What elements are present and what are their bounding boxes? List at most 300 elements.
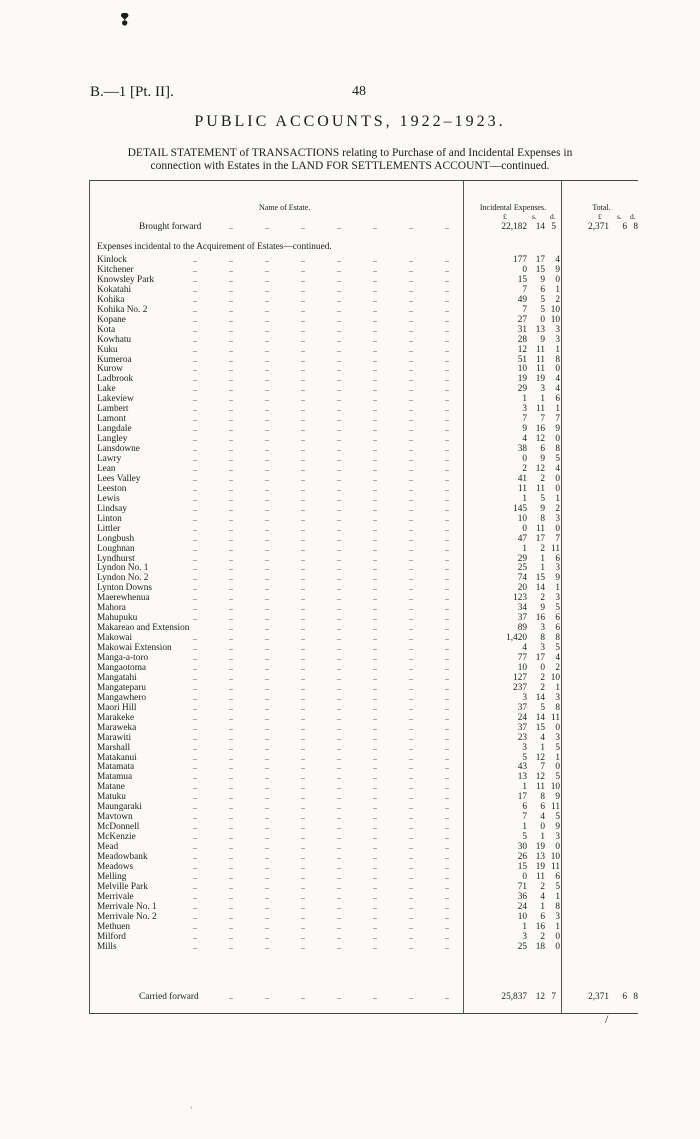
incidental-pounds: 25 [517, 563, 527, 574]
estate-name: Kohika No. 2 [97, 304, 148, 315]
incidental-shillings: 6 [540, 284, 545, 295]
estate-name: Linton [97, 513, 122, 524]
table-row: Matamua .. .. .. .. .. .. .. .. 13 12 5 [97, 772, 560, 783]
incidental-shillings: 13 [535, 324, 545, 335]
estate-name: McDonnell [97, 822, 140, 833]
incidental-shillings: 3 [540, 384, 545, 395]
table-row: Meadowbank .. .. .. .. .. .. .. .. 26 13 10 [97, 852, 560, 862]
table-row: Mavtown .. .. .. .. .. .. .. .. 7 4 5 [97, 812, 560, 823]
incidental-pence: 2 [555, 662, 560, 673]
page-number: 48 [352, 84, 366, 99]
incidental-pence: 7 [555, 533, 560, 544]
total-pence: 8 [633, 222, 638, 232]
estate-name: Kumeroa [97, 354, 132, 365]
incidental-pence: 11 [551, 543, 560, 554]
estate-name: Maerewhenua [97, 593, 150, 604]
incidental-pounds: 10 [517, 662, 527, 673]
incidental-pounds: 145 [513, 503, 527, 514]
incidental-pence: 1 [555, 583, 560, 594]
table-row: Maori Hill .. .. .. .. .. .. .. .. 37 5 8 [97, 702, 560, 713]
incidental-pounds: 37 [517, 722, 527, 733]
incidental-shillings: 11 [536, 523, 545, 534]
incidental-pounds: 1 [522, 921, 527, 932]
incidental-shillings: 8 [540, 633, 545, 644]
incidental-pence: 6 [555, 871, 560, 882]
incidental-pounds: 34 [517, 603, 527, 614]
incidental-pence: 11 [551, 712, 560, 723]
incidental-shillings: 7 [540, 414, 545, 425]
incidental-shillings: 5 [540, 294, 545, 305]
estate-name: Mangatahi [97, 672, 137, 683]
incidental-pounds: 7 [522, 812, 527, 823]
estate-name: Lean [97, 463, 116, 474]
estate-name: Kopane [97, 314, 126, 325]
table-row: Kopane .. .. .. .. .. .. .. .. 27 0 10 [97, 314, 560, 325]
estate-name: Merrivale No. 1 [97, 901, 157, 912]
estate-name: Makowai [97, 633, 133, 644]
incidental-pence: 7 [555, 414, 560, 425]
estate-name: Methuen [97, 921, 131, 932]
table-row: Merrivale .. .. .. .. .. .. .. .. 36 4 1 [97, 891, 560, 902]
incidental-shillings: 11 [536, 344, 545, 355]
incidental-shillings: 14 [535, 222, 545, 232]
table-row: Lewis .. .. .. .. .. .. .. .. 1 5 1 [97, 493, 560, 504]
total-pence: 8 [633, 992, 638, 1002]
table-row: Mangawhero .. .. .. .. .. .. .. .. 3 14 3 [97, 692, 560, 703]
incidental-pence: 8 [555, 702, 560, 713]
incidental-pounds: 177 [513, 255, 527, 265]
subtitle-line-1: DETAIL STATEMENT of TRANSACTIONS relating to Purchase of and Incidental Expenses in [127, 147, 573, 159]
estate-name: Marawiti [97, 732, 132, 743]
estate-name: Lakeview [97, 394, 134, 405]
incidental-shillings: 11 [536, 871, 545, 882]
incidental-shillings: 2 [540, 593, 545, 604]
table-row: Melville Park .. .. .. .. .. .. .. .. 71 2 5 [97, 881, 560, 892]
incidental-pounds: 26 [517, 852, 527, 862]
incidental-pence: 8 [555, 444, 560, 455]
incidental-pounds: 27 [517, 314, 527, 325]
incidental-pounds: 71 [517, 881, 527, 892]
estate-name: Kuku [97, 344, 118, 355]
incidental-shillings: 12 [535, 463, 545, 474]
table-row: Matakanui .. .. .. .. .. .. .. .. 5 12 1 [97, 752, 560, 763]
incidental-pence: 10 [550, 304, 560, 315]
estate-name: Mahupuku [97, 613, 138, 624]
incidental-pence: 1 [555, 493, 560, 504]
table-row: Leeston .. .. .. .. .. .. .. .. 11 11 0 [97, 483, 560, 494]
incidental-pence: 10 [550, 672, 560, 683]
estate-name: Kohika [97, 294, 125, 305]
estate-name: Mead [97, 842, 119, 853]
incidental-shillings: 11 [536, 354, 545, 365]
incidental-shillings: 5 [540, 493, 545, 504]
incidental-pence: 5 [555, 643, 560, 654]
table-row: Kuku .. .. .. .. .. .. .. .. 12 11 1 [97, 344, 560, 355]
table-row: Lyndhurst .. .. .. .. .. .. .. .. 29 1 6 [97, 553, 560, 564]
estate-name: Melville Park [97, 881, 148, 892]
estate-name: Lamont [97, 414, 126, 425]
incidental-shillings: 11 [536, 782, 545, 793]
incidental-pounds: 3 [522, 742, 527, 753]
incidental-pence: 0 [555, 722, 560, 733]
incidental-pence: 9 [555, 264, 560, 275]
incidental-pence: 3 [555, 513, 560, 524]
incidental-pounds: 1 [522, 394, 527, 405]
incidental-pence: 1 [555, 891, 560, 902]
subtitle-line-2: connection with Estates in the LAND FOR SETTLEMENTS ACCOUNT—continued. [150, 160, 550, 172]
estate-name: Loughnan [97, 543, 135, 554]
incidental-shillings: 2 [540, 473, 545, 484]
estate-name: Ladbrook [97, 374, 134, 385]
incidental-pence: 10 [550, 782, 560, 793]
total-shillings: 6 [622, 222, 627, 232]
incidental-pence: 4 [555, 255, 560, 265]
incidental-pounds: 0 [522, 264, 527, 275]
column-header-total: Total. [592, 203, 611, 212]
table-row: McKenzie .. .. .. .. .. .. .. .. 5 1 3 [97, 832, 560, 843]
incidental-shillings: 1 [540, 742, 545, 753]
incidental-pounds: 38 [517, 444, 527, 455]
table-row: Merrivale No. 2 .. .. .. .. .. .. .. .. 10 6 3 [97, 911, 560, 922]
incidental-pence: 5 [555, 812, 560, 823]
incidental-pounds: 0 [522, 871, 527, 882]
table-row: Langley .. .. .. .. .. .. .. .. 4 12 0 [97, 434, 560, 445]
incidental-pence: 4 [555, 463, 560, 474]
table-row: Lindsay .. .. .. .. .. .. .. .. 145 9 2 [97, 503, 560, 514]
incidental-shillings: 11 [536, 404, 545, 415]
incidental-pence: 3 [555, 324, 560, 335]
table-row: Marakeke .. .. .. .. .. .. .. .. 24 14 11 [97, 712, 560, 723]
incidental-shillings: 9 [540, 454, 545, 464]
incidental-pounds: 37 [517, 702, 527, 713]
incidental-pence: 4 [555, 374, 560, 385]
incidental-shillings: 2 [540, 682, 545, 693]
incidental-pence: 1 [555, 752, 560, 763]
incidental-shillings: 14 [535, 583, 545, 594]
incidental-pounds: 20 [517, 583, 527, 594]
incidental-shillings: 4 [540, 732, 545, 743]
table-row: Mahupuku .. .. .. .. .. .. .. .. 37 16 6 [97, 613, 560, 624]
incidental-pounds: 1 [522, 782, 527, 793]
incidental-shillings: 16 [535, 921, 545, 932]
incidental-shillings: 2 [540, 543, 545, 554]
incidental-pence: 0 [555, 523, 560, 534]
table-row: Matuku .. .. .. .. .. .. .. .. 17 8 9 [97, 792, 560, 803]
estate-name: Manga-a-toro [97, 653, 149, 663]
incidental-shillings: 13 [535, 852, 545, 862]
incidental-shillings: 18 [535, 941, 545, 952]
table-row: Meadows .. .. .. .. .. .. .. .. 15 19 11 [97, 861, 560, 872]
incidental-shillings: 5 [540, 304, 545, 315]
incidental-pounds: 24 [517, 901, 527, 912]
incidental-pence: 5 [555, 881, 560, 892]
table-row: Maerewhenua .. .. .. .. .. .. .. .. 123 2 3 [97, 593, 560, 604]
estate-name: Mangateparu [97, 682, 147, 693]
estate-name: Kokatahi [97, 284, 132, 295]
incidental-pence: 8 [555, 354, 560, 365]
incidental-shillings: 16 [535, 424, 545, 435]
incidental-pounds: 3 [522, 931, 527, 942]
table-row: Kurow .. .. .. .. .. .. .. .. 10 11 0 [97, 364, 560, 375]
table-row: Kota .. .. .. .. .. .. .. .. 31 13 3 [97, 324, 560, 335]
incidental-pence: 3 [555, 832, 560, 843]
estate-name: Knowsley Park [97, 274, 155, 285]
incidental-shillings: 4 [540, 891, 545, 902]
incidental-pence: 0 [555, 483, 560, 494]
estate-name: Matamua [97, 772, 133, 783]
incidental-pence: 6 [555, 623, 560, 634]
incidental-pounds: 11 [518, 483, 527, 494]
estate-name: Meadowbank [97, 852, 148, 862]
estate-name: Mangaotoma [97, 662, 147, 673]
incidental-pence: 5 [555, 454, 560, 464]
incidental-pence: 5 [555, 603, 560, 614]
incidental-shillings: 2 [540, 881, 545, 892]
table-row: Lambert .. .. .. .. .. .. .. .. 3 11 1 [97, 404, 560, 415]
incidental-pence: 5 [551, 222, 556, 232]
estate-name: Kota [97, 324, 116, 335]
table-row: Linton .. .. .. .. .. .. .. .. 10 8 3 [97, 513, 560, 524]
incidental-pence: 3 [555, 334, 560, 345]
incidental-pence: 0 [555, 842, 560, 853]
table-row: Littler .. .. .. .. .. .. .. .. 0 11 0 [97, 523, 560, 534]
estate-name: Langley [97, 434, 128, 445]
incidental-pounds: 28 [517, 334, 527, 345]
estates-table [89, 180, 638, 1014]
incidental-pounds: 0 [522, 454, 527, 464]
incidental-shillings: 19 [535, 374, 545, 385]
incidental-pounds: 23 [517, 732, 527, 743]
incidental-shillings: 9 [540, 603, 545, 614]
estate-name: Mahora [97, 603, 126, 614]
estate-name: Matamata [97, 762, 135, 773]
incidental-pence: 0 [555, 364, 560, 375]
estate-name: Matane [97, 782, 125, 793]
incidental-pence: 1 [555, 284, 560, 295]
table-row: Kinlock .. .. .. .. .. .. .. .. 177 17 4 [97, 255, 560, 265]
top-mark: ❢ [118, 12, 132, 29]
brought-forward-label: Brought forward [139, 222, 202, 232]
table-row: Merrivale No. 1 .. .. .. .. .. .. .. .. 24 1 8 [97, 901, 560, 912]
incidental-shillings: 12 [535, 434, 545, 445]
estate-name: Kurow [97, 364, 123, 375]
incidental-pounds: 41 [517, 473, 527, 484]
table-row: Lake .. .. .. .. .. .. .. .. 29 3 4 [97, 384, 560, 395]
incidental-pounds: 5 [522, 752, 527, 763]
incidental-pence: 9 [555, 424, 560, 435]
table-row: Lees Valley .. .. .. .. .. .. .. .. 41 2 0 [97, 473, 560, 484]
incidental-shillings: 1 [540, 394, 545, 405]
incidental-pounds: 1,420 [506, 633, 527, 644]
incidental-pence: 1 [555, 404, 560, 415]
estate-name: Marakeke [97, 712, 135, 723]
incidental-pounds: 7 [522, 414, 527, 425]
incidental-pounds: 1 [522, 822, 527, 833]
table-row: Manga-a-toro .. .. .. .. .. .. .. .. 77 17 4 [97, 653, 560, 663]
table-row: Ladbrook .. .. .. .. .. .. .. .. 19 19 4 [97, 374, 560, 385]
incidental-pence: 3 [555, 563, 560, 574]
incidental-pence: 4 [555, 384, 560, 395]
incidental-shillings: 6 [540, 444, 545, 455]
estate-name: Lake [97, 384, 116, 395]
incidental-shillings: 8 [540, 792, 545, 803]
incidental-shillings: 9 [540, 503, 545, 514]
incidental-pounds: 127 [513, 672, 527, 683]
incidental-pence: 10 [550, 852, 560, 862]
incidental-pounds: 17 [517, 792, 527, 803]
table-row: Makareao and Extension .. .. .. .. .. .. .. 89 3 6 [97, 623, 560, 634]
incidental-shillings: 6 [540, 802, 545, 813]
incidental-pence: 6 [555, 553, 560, 564]
incidental-pence: 6 [555, 613, 560, 624]
table-row: Lawry .. .. .. .. .. .. .. .. 0 9 5 [97, 454, 560, 464]
incidental-pounds: 29 [517, 384, 527, 395]
estate-name: Makareao and Extension [97, 623, 190, 634]
estate-name: Lyndhurst [97, 553, 135, 564]
incidental-pence: 2 [555, 503, 560, 514]
incidental-shillings: 1 [540, 563, 545, 574]
incidental-shillings: 3 [540, 643, 545, 654]
incidental-pounds: 1 [522, 493, 527, 504]
estate-name: Lynton Downs [97, 583, 153, 594]
table-row: Lyndon No. 1 .. .. .. .. .. .. .. .. 25 1 3 [97, 563, 560, 574]
incidental-pounds: 25,837 [501, 992, 527, 1002]
total-unit-pence: d. [630, 212, 636, 221]
incidental-pounds: 7 [522, 304, 527, 315]
table-row: Mills .. .. .. .. .. .. .. .. 25 18 0 [97, 941, 560, 952]
incidental-pounds: 1 [522, 543, 527, 554]
incidental-pounds: 25 [517, 941, 527, 952]
incidental-pounds: 43 [517, 762, 527, 773]
table-row: Mangaotoma .. .. .. .. .. .. .. .. 10 0 2 [97, 662, 560, 673]
incidental-shillings: 1 [540, 553, 545, 564]
incidental-pounds: 19 [517, 374, 527, 385]
incidental-shillings: 19 [535, 861, 545, 872]
incidental-shillings: 12 [535, 752, 545, 763]
incidental-pounds: 5 [522, 832, 527, 843]
incidental-shillings: 11 [536, 364, 545, 375]
table-row: Lyndon No. 2 .. .. .. .. .. .. .. .. 74 15 9 [97, 573, 560, 584]
estate-name: Matuku [97, 792, 126, 803]
document-reference: B.—1 [Pt. II]. [90, 84, 174, 100]
table-row: Longbush .. .. .. .. .. .. .. .. 47 17 7 [97, 533, 560, 544]
incidental-shillings: 12 [535, 992, 545, 1002]
incidental-pounds: 4 [522, 434, 527, 445]
estate-name: Maraweka [97, 722, 137, 733]
incidental-shillings: 6 [540, 911, 545, 922]
incidental-pounds: 74 [517, 573, 527, 584]
estate-name: Leeston [97, 483, 127, 494]
incidental-shillings: 17 [535, 255, 545, 265]
incidental-pence: 9 [555, 573, 560, 584]
table-row: Matamata .. .. .. .. .. .. .. .. 43 7 0 [97, 762, 560, 773]
incidental-pence: 0 [555, 941, 560, 952]
table-row: Mangatahi .. .. .. .. .. .. .. .. 127 2 10 [97, 672, 560, 683]
page-title: PUBLIC ACCOUNTS, 1922–1923. [194, 113, 506, 130]
incidental-pounds: 24 [517, 712, 527, 723]
estate-name: Lawry [97, 454, 122, 464]
estate-name: Melling [97, 871, 127, 882]
incidental-shillings: 0 [540, 314, 545, 325]
table-row: Lansdowne .. .. .. .. .. .. .. .. 38 6 8 [97, 444, 560, 455]
estate-name: Mills [97, 941, 117, 952]
incidental-pounds: 15 [517, 861, 527, 872]
incidental-shillings: 3 [540, 623, 545, 634]
incidental-shillings: 2 [540, 931, 545, 942]
table-row: Milford .. .. .. .. .. .. .. .. 3 2 0 [97, 931, 560, 942]
incidental-pounds: 9 [522, 424, 527, 435]
incidental-shillings: 4 [540, 812, 545, 823]
incidental-shillings: 17 [535, 533, 545, 544]
estate-name: McKenzie [97, 832, 136, 843]
carried-forward-label: Carried forward [139, 992, 199, 1002]
incidental-pounds: 3 [522, 692, 527, 703]
incidental-pence: 1 [555, 344, 560, 355]
incidental-pence: 9 [555, 822, 560, 833]
table-row: Kitchener .. .. .. .. .. .. .. .. 0 15 9 [97, 264, 560, 275]
brought-forward-row: Brought forward .. .. .. .. .. .. .. 22,182 14 5 2,371 6 8 [139, 222, 638, 232]
incidental-pence: 5 [555, 772, 560, 783]
incidental-pounds: 123 [513, 593, 527, 604]
incidental-shillings: 14 [535, 692, 545, 703]
estate-name: Langdale [97, 424, 132, 435]
incidental-shillings: 0 [540, 822, 545, 833]
estate-name: Lewis [97, 493, 120, 504]
estate-name: Kowhatu [97, 334, 132, 345]
estate-name: Milford [97, 931, 126, 942]
incidental-shillings: 15 [535, 573, 545, 584]
carried-forward-row: Carried forward .. .. .. .. .. .. .. 25,837 12 7 2,371 6 8 [139, 992, 638, 1002]
incidental-pounds: 30 [517, 842, 527, 853]
table-row: Lakeview .. .. .. .. .. .. .. .. 1 1 6 [97, 394, 560, 405]
table-row: Kumeroa .. .. .. .. .. .. .. .. 51 11 8 [97, 354, 560, 365]
table-row: Matane .. .. .. .. .. .. .. .. 1 11 10 [97, 782, 560, 793]
incidental-pence: 0 [555, 434, 560, 445]
incidental-pounds: 49 [517, 294, 527, 305]
incidental-pounds: 7 [522, 284, 527, 295]
incidental-pounds: 15 [517, 274, 527, 285]
incidental-pounds: 4 [522, 643, 527, 654]
incidental-pence: 2 [555, 294, 560, 305]
margin-mark: ‘ [190, 1105, 193, 1114]
total-pounds: 2,371 [588, 222, 609, 232]
incidental-shillings: 0 [540, 662, 545, 673]
table-row: Melling .. .. .. .. .. .. .. .. 0 11 6 [97, 871, 560, 882]
incidental-pounds: 37 [517, 613, 527, 624]
incidental-shillings: 14 [535, 712, 545, 723]
table-row: Methuen .. .. .. .. .. .. .. .. 1 16 1 [97, 921, 560, 932]
incidental-pounds: 6 [522, 802, 527, 813]
table-row: Makowai .. .. .. .. .. .. .. .. 1,420 8 8 [97, 633, 560, 644]
incidental-pence: 11 [551, 861, 560, 872]
estate-name: Matakanui [97, 752, 137, 763]
estate-name: Makowai Extension [97, 643, 172, 654]
incidental-pence: 3 [555, 593, 560, 604]
incidental-pence: 7 [551, 992, 556, 1002]
incidental-shillings: 15 [535, 264, 545, 275]
incidental-pence: 0 [555, 274, 560, 285]
total-unit-pounds: £ [598, 212, 602, 221]
incidental-shillings: 7 [540, 762, 545, 773]
table-row: Marawiti .. .. .. .. .. .. .. .. 23 4 3 [97, 732, 560, 743]
total-unit-shillings: s. [617, 212, 622, 221]
incidental-pence: 11 [551, 802, 560, 813]
estate-name: Merrivale No. 2 [97, 911, 157, 922]
estate-name: Mangawhero [97, 692, 147, 703]
pencil-mark: / [605, 1012, 609, 1026]
table-row: Lynton Downs .. .. .. .. .. .. .. .. 20 14 1 [97, 583, 560, 594]
incidental-pence: 8 [555, 633, 560, 644]
